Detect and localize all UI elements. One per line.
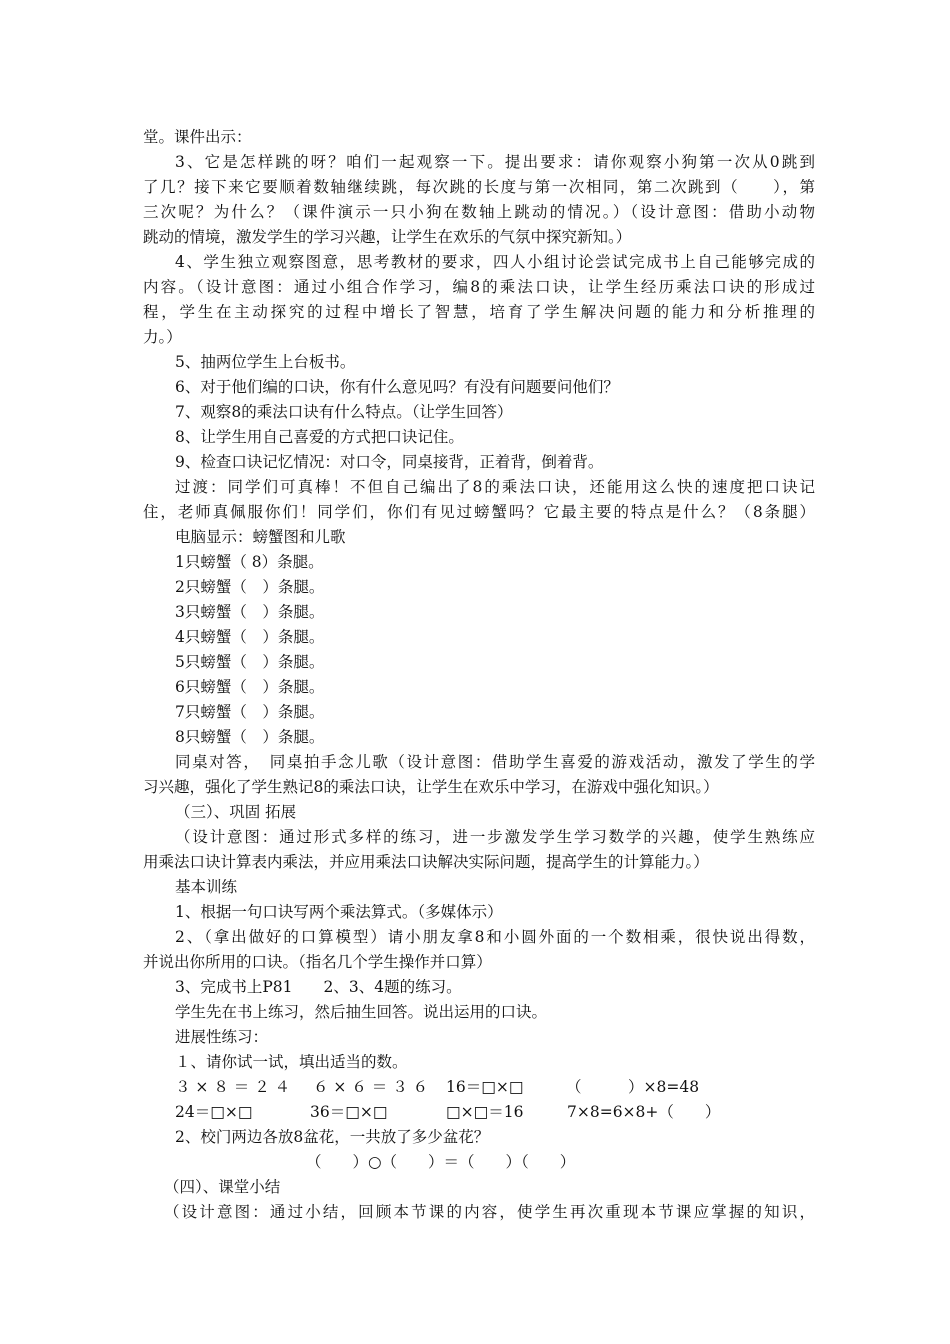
text-line: 内容。（设计意图：通过小组合作学习，编8的乘法口诀，让学生经历乘法口诀的形成过 bbox=[143, 278, 815, 296]
math-expression: 36＝□×□ bbox=[310, 1103, 388, 1121]
text-line: 3只螃蟹（ ）条腿。 bbox=[175, 603, 325, 621]
text-line: 住，老师真佩服你们！同学们，你们有见过螃蟹吗？它最主要的特点是什么？（8条腿） bbox=[143, 503, 815, 521]
text-line: 7只螃蟹（ ）条腿。 bbox=[175, 703, 325, 721]
text-line: 3、完成书上P81 2、3、4题的练习。 bbox=[175, 978, 462, 996]
text-line: 用乘法口诀计算表内乘法，并应用乘法口诀解决实际问题，提高学生的计算能力。） bbox=[143, 853, 709, 871]
text-line: 7、观察8的乘法口诀有什么特点。（让学生回答） bbox=[175, 403, 513, 421]
math-expression: 7×8=6×8+（ ） bbox=[567, 1103, 721, 1121]
text-line: 力。） bbox=[143, 328, 182, 346]
text-line: 了几？接下来它要顺着数轴继续跳，每次跳的长度与第一次相同，第二次跳到（ ），第 bbox=[143, 178, 815, 196]
math-expression: □×□＝16 bbox=[446, 1103, 524, 1121]
math-expression: 16＝□×□ bbox=[446, 1078, 524, 1096]
text-line: 过渡：同学们可真棒！不但自己编出了8的乘法口诀，还能用这么快的速度把口诀记 bbox=[175, 478, 815, 496]
text-line: 2只螃蟹（ ）条腿。 bbox=[175, 578, 325, 596]
text-line: 5只螃蟹（ ）条腿。 bbox=[175, 653, 325, 671]
text-line: 学生先在书上练习，然后抽生回答。说出运用的口诀。 bbox=[175, 1003, 548, 1021]
text-line: 程，学生在主动探究的过程中增长了智慧，培育了学生解决问题的能力和分析推理的 bbox=[143, 303, 815, 321]
text-line: 1只螃蟹（ 8）条腿。 bbox=[175, 553, 324, 571]
text-line: 堂。课件出示： bbox=[143, 128, 252, 146]
text-line: （设计意图：通过小结，回顾本节课的内容，使学生再次重现本节课应掌握的知识， bbox=[164, 1203, 815, 1221]
math-expression: ３ × ８ ＝ ２ ４ bbox=[175, 1078, 291, 1096]
text-line: 同桌对答， 同桌拍手念儿歌（设计意图：借助学生喜爱的游戏活动，激发了学生的学 bbox=[175, 753, 815, 771]
text-line: 3、它是怎样跳的呀？咱们一起观察一下。提出要求：请你观察小狗第一次从0跳到 bbox=[175, 153, 815, 171]
text-line: 6、对于他们编的口诀，你有什么意见吗？有没有问题要问他们？ bbox=[175, 378, 619, 396]
text-line: 8、让学生用自己喜爱的方式把口诀记住。 bbox=[175, 428, 464, 446]
text-line: 6只螃蟹（ ）条腿。 bbox=[175, 678, 325, 696]
text-line: （设计意图：通过形式多样的练习，进一步激发学生学习数学的兴趣，使学生熟练应 bbox=[175, 828, 815, 846]
text-line: 三次呢？为什么？（课件演示一只小狗在数轴上跳动的情况。）（设计意图：借助小动物 bbox=[143, 203, 815, 221]
text-line: 5、抽两位学生上台板书。 bbox=[175, 353, 356, 371]
text-line: 电脑显示：螃蟹图和儿歌 bbox=[175, 528, 346, 546]
text-line: 9、检查口诀记忆情况：对口令，同桌接背，正着背，倒着背。 bbox=[175, 453, 604, 471]
text-line: 1、根据一句口诀写两个乘法算式。（多媒体示） bbox=[175, 903, 503, 921]
section-heading: （三）、巩固 拓展 bbox=[175, 803, 297, 821]
math-expression: ６ × ６ ＝ ３ ６ bbox=[313, 1078, 429, 1096]
subsection-heading: 基本训练 bbox=[175, 878, 238, 896]
text-line: 跳动的情境，激发学生的学习兴趣，让学生在欢乐的气氛中探究新知。） bbox=[143, 228, 632, 246]
text-line: 2、（拿出做好的口算模型）请小朋友拿8和小圆外面的一个数相乘，很快说出得数， bbox=[175, 928, 815, 946]
subsection-heading: 进展性练习： bbox=[175, 1028, 269, 1046]
math-expression: （ ）○（ ）＝（ ）（ ） bbox=[306, 1153, 576, 1171]
section-heading: （四）、课堂小结 bbox=[164, 1178, 281, 1196]
text-line: 4、学生独立观察图意，思考教材的要求，四人小组讨论尝试完成书上自己能够完成的 bbox=[175, 253, 815, 271]
text-line: 2、校门两边各放8盆花，一共放了多少盆花？ bbox=[175, 1128, 490, 1146]
text-line: １、请你试一试，填出适当的数。 bbox=[175, 1053, 408, 1071]
text-line: 并说出你所用的口诀。（指名几个学生操作并口算） bbox=[143, 953, 492, 971]
text-line: 4只螃蟹（ ）条腿。 bbox=[175, 628, 325, 646]
math-expression: 24＝□×□ bbox=[175, 1103, 253, 1121]
text-line: 8只螃蟹（ ）条腿。 bbox=[175, 728, 325, 746]
text-line: 习兴趣，强化了学生熟记8的乘法口诀，让学生在欢乐中学习，在游戏中强化知识。） bbox=[143, 778, 719, 796]
math-expression: （ ）×8=48 bbox=[566, 1078, 700, 1096]
